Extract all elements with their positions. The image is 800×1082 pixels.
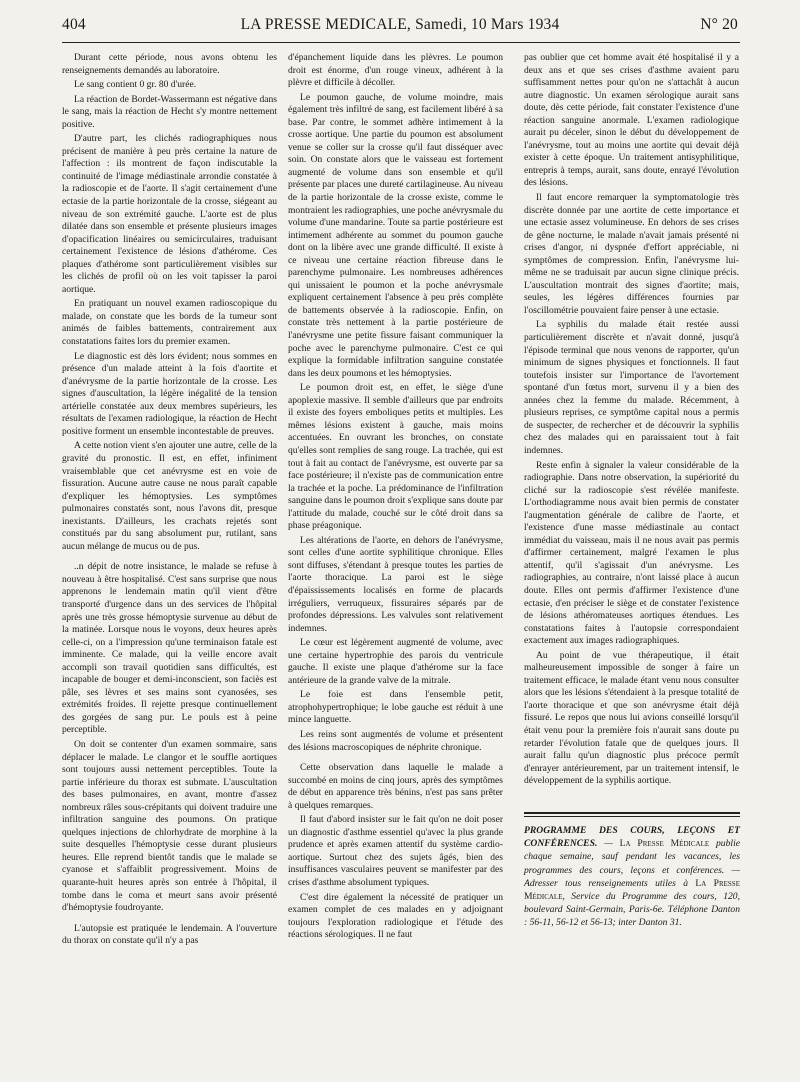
column-2 (288, 52, 503, 1064)
column-3 (524, 52, 739, 812)
paragraph: d'épanchement liquide dans les plèvres. Le poumon droit est énorme, d'un rouge vineux, adhérent à la plèvre et difficile à décoller. (288, 52, 503, 89)
notice-rule-thin (524, 816, 740, 817)
paragraph: Reste enfin à signaler la valeur considérable de la radiographie. Dans notre observation, la supériorité du cliché sur la radioscopie s'est révélée manifeste. L'orthodiagramme nous avait bien permis de constater l'augmentation générale de calibre de l'aorte, et l'existence d'une masse médiastinale au contact immédiat du vaisseau, mais il ne nous avait pas permis d'affirmer certainement, malgré l'examen le plus attentif, qu'il s'agissait d'un anévrysme. Les radiographies, au contraire, n'ont laissé place à aucun doute. Elles ont permis d'affirmer l'existence d'une ectasie, d'en préciser le siège et de constater l'existence de lésions athéromateuses aortiques étendues. Les constatations faites à l'autopsie correspondaient exactement aux images radiographiques. (524, 459, 739, 647)
issue-number: N° 20 (700, 16, 738, 33)
paragraph: Le diagnostic est dès lors évident; nous sommes en présence d'un malade atteint à la fois d'aortite et d'anévrysme de la partie horizontale de la crosse. Les signes d'auscultation, la légère inégalité de la tension artérielle constatée aux deux membres supérieurs, les résultats de l'examen radiologique, la réaction de Hecht positive forment un ensemble incontestable de preuves. (62, 350, 277, 437)
paragraph: L'autopsie est pratiquée le lendemain. A l'ouverture du thorax on constate qu'il n'y a pas (62, 922, 277, 947)
paragraph: Le poumon droit est, en effet, le siège d'une apoplexie massive. Il semble d'ailleurs que par endroits il existe des foyers emboliques petits et multiples. Les mêmes lésions existent à gauche, mais moins accentuées. En ouvrant les bronches, on constate qu'elles sont remplies de sang rouge. La trachée, qui est tout à fait au contact de l'anévrysme, est ouverte par sa face postérieure; il n'existe pas de communication entre la trachée et la poche. La prédominance de l'infiltration sanguine dans le poumon droit s'explique sans doute par l'attitude du malade, couché sur le côté droit dans sa phase préagonique. (288, 382, 503, 532)
paragraph: Les reins sont augmentés de volume et présentent des lésions macroscopiques de néphrite chronique. (288, 728, 503, 753)
paragraph: On doit se contenter d'un examen sommaire, sans déplacer le malade. Le clangor et le souffle aortiques sont toujours aussi nettement perceptibles. Toute la partie inférieure du thorax est submate. L'auscultation des bases pulmonaires, en avant, montre d'assez nombreux râles sous-crépitants qui doivent traduire une infiltration sanguine des poumons. On pratique quelques injections de chlorhydrate de morphine à la suite desquelles l'hémoptysie cesse durant plusieurs heures. Elle reprend bientôt tandis que le malade se cyanose et s'affaiblit progressivement. Moins de quarante-huit heures après son entrée à l'hôpital, il tombe dans le coma et meurt sans avoir présenté d'hémoptysie foudroyante. (62, 738, 277, 914)
paragraph: Durant cette période, nous avons obtenu les renseignements demandés au laboratoire. (62, 52, 277, 76)
paragraph: Au point de vue thérapeutique, il était malheureusement impossible de songer à faire un traitement efficace, le malade étant venu nous consulter alors que les lésions s'étendaient à la presque totalité de l'aorte thoracique et que son anévrysme était déjà fissuré. Le repos que nous lui avions conseillé lorsqu'il était venu pour la première fois n'aurait sans doute pu retarder l'évolution fatale que de quelques jours. Il aurait fallu qu'un diagnostic plus précoce permît d'enrayer antérieurement, par un traitement intensif, le développement de la syphilis aortique. (524, 649, 739, 787)
header-rule (62, 42, 740, 43)
journal-title: LA PRESSE MEDICALE, Samedi, 10 Mars 1934 (240, 16, 560, 33)
page-number: 404 (62, 16, 86, 33)
paragraph: Le cœur est légèrement augmenté de volume, avec une certaine hypertrophie des parois du ventricule gauche. Il existe une plaque d'athérome sur la face antérieure de la grande valve de la mitrale. (288, 637, 503, 686)
paragraph: D'autre part, les clichés radiographiques nous précisent de manière à peu près certaine la nature de l'affection : ils montrent de façon indiscutable la continuité de l'image médiastinale arrondie constatée à la radioscopie et de l'aorte. Il s'agit certainement d'une ectasie de la partie horizontale de la crosse, siégeant au niveau de son extrémité gauche. L'aorte est de plus dilatée dans son ensemble et présente plusieurs images d'opacification linéaires ou semicirculaires, traduisant certainement l'existence de lésions d'athérome. Ces plaques d'athérome sont particulièrement visibles sur les clichés de profil où on les voit tapisser la paroi aortique. (62, 133, 277, 295)
course-programme-notice: PROGRAMME DES COURS, LEÇONS ET CONFÉRENCES. — La Presse Médicale publie chaque semaine, sauf pendant les vacances, les programmes des cours, leçons et conférences. — Adresser tous renseignements utiles à La Presse Médicale, Service du Programme des cours, 120, boulevard Saint-Germain, Paris-6e. Téléphone Danton : 56-11, 56-12 et 56-13; inter Danton 31. (524, 825, 740, 929)
paragraph: Le sang contient 0 gr. 80 d'urée. (74, 79, 197, 91)
paragraph: La réaction de Bordet-Wassermann est négative dans le sang, mais la réaction de Hecht s'y montre nettement positive. (62, 93, 277, 130)
notice-heading: PROGRAMME DES COURS, LEÇONS ET CONFÉRENCES. (524, 825, 740, 850)
paragraph: La syphilis du malade était restée aussi particulièrement discrète et n'avait donné, jusqu'à l'épisode terminal que nous venons de rapporter, qu'un minimum de signes physiques et fonctionnels. Il faut toutefois insister sur l'importance de l'avortement spontané d'un fœtus mort, survenu il y a bien des années chez la femme du malade. Récemment, à plusieurs reprises, ce symptôme capital nous a permis de suspecter, de rechercher et de découvrir la syphilis chez des malades qui en paraissaient tout à fait indemnes. (524, 319, 739, 456)
notice-text: , Service du Programme des cours, 120, boulevard Saint-Germain, Paris-6e. Téléphone Danton : 56-11, 56-12 et 56-13; inter Danton 31. (524, 891, 740, 929)
notice-text: publie chaque semaine, sauf pendant les vacances, les programmes des cours, leçons et conférences. — Adresser tous renseignements utiles à (524, 838, 740, 889)
notice-rule-thick (524, 812, 740, 814)
paragraph: Le foie est dans l'ensemble petit, atrophohypertrophique; le lobe gauche est réduit à une mince languette. (288, 689, 503, 726)
paragraph: Les altérations de l'aorte, en dehors de l'anévrysme, sont celles d'une aortite syphilitique chronique. Elles sont diffuses, s'étendant à presque toutes les parties de l'aorte thoracique. La paroi est le siège d'épaississements localisés en forme de placards irréguliers, verruqueux, fissuraires séparés par de profondes dépressions. Les valvules sont relativement indemnes. (288, 534, 503, 634)
journal-name: La Presse Médicale (524, 877, 740, 903)
paragraph: Il faut d'abord insister sur le fait qu'on ne doit poser un diagnostic d'asthme essentiel qu'avec la plus grande prudence et après examen attentif du système cardio-aortique. Surtout chez des sujets âgés, bien des insuffisances vasculaires peuvent se manifester par des crises d'asthme absolument typiques. (288, 814, 503, 888)
paragraph: pas oublier que cet homme avait été hospitalisé il y a deux ans et que ses crises d'asthme avaient paru suffisamment nettes pour qu'on ne s'attachât à aucun autre diagnostic. Un examen sérologique aurait sans doute, dès cette période, fait constater l'existence d'une réaction sanguine anormale. L'examen radiologique aurait pu déceler, sinon le début du développement de l'anévrysme, tout au moins une aortite qui devait déjà exister à cette époque. Un traitement antisyphilitique, entrepris à temps, aurait, sans doute, enrayé l'évolution des lésions. (524, 52, 739, 189)
paragraph: Cette observation dans laquelle le malade a succombé en moins de cinq jours, après des symptômes de début en apparence très bénins, n'est pas sans prêter à quelques remarques. (288, 762, 503, 811)
column-1 (62, 52, 277, 1064)
paragraph: En pratiquant un nouvel examen radioscopique du malade, on constate que les bords de la tumeur sont animés de faibles battements, contrairement aux constatations faites lors du premier examen. (62, 298, 277, 348)
paragraph: A cette notion vient s'en ajouter une autre, celle de la gravité du pronostic. Il est, en effet, infiniment vraisemblable que cet anévrysme est en voie de fissuration. Aucune autre cause ne nous paraît capable d'expliquer les hémoptysies. Les symptômes pulmonaires constatés sont, nous l'avons dit, presque inexistants. D'ailleurs, les crachats rejetés sont constitués par du sang absolument pur, rutilant, sans aucun mélange de mucus ou de pus. (62, 440, 277, 552)
journal-name: La Presse Médicale (619, 838, 710, 850)
paragraph: Il faut encore remarquer la symptomatologie très discrète donnée par une aortite de cette importance et une ectasie assez volumineuse. En dehors de ses crises de gêne nocturne, le malade n'avait jamais présenté ni crises d'angor, ni dyspnée d'effort appréciable, ni symptômes de compression. Enfin, l'anévrysme lui-même ne se traduisait par aucun signe clinique précis. L'auscultation montrait des signes d'aortite; mais, seules, les légères différences fournies par l'oscillométrie pouvaient faire penser à une ectasie. (524, 192, 739, 316)
page-header (62, 16, 738, 38)
paragraph: ..n dépit de notre insistance, le malade se refuse à nouveau à être hospitalisé. C'est sans surprise que nous apprenons le lendemain matin qu'il vient d'être transporté d'urgence dans un des services de l'hôpital après une très grosse hémoptysie survenue au début de la matinée. Lorsque nous le voyons, deux heures après celle-ci, on a l'impression qu'une terminaison fatale est imminente. Ce malade, qui la veille encore avait accompli son travail quotidien sans difficultés, est incapable de bouger et demi-inconscient, son faciès est pâle, ses lèvres et ses mains sont cyanosées, ses extrémités froides. Il rejette presque continuellement des gorgées de sang pur. Le pouls est à peine perceptible. (62, 561, 277, 736)
paragraph: C'est dire également la nécessité de pratiquer un examen complet de ces malades en y adjoignant toujours l'exploration radiologique et l'étude des réactions sérologiques. Il ne faut (288, 891, 503, 941)
paragraph: Le poumon gauche, de volume moindre, mais également très infiltré de sang, est facilement libéré à sa base. Par contre, le sommet adhère intimement à la crosse aortique. Une partie du poumon est absolument venue se coller sur la crosse qu'il faut disséquer avec soin. On constate alors que le vaisseau est fortement augmenté de volume dans son ensemble et qu'il présente par places une dureté cartilagineuse. Au niveau de la partie horizontale de la crosse existe, comme le montraient les radiographies, une poche anévrysmale du volume d'une mandarine. Toute sa partie postérieure est intimement adhérente au sommet du poumon gauche dont on la libère avec une grande difficulté. Il existe à ce niveau une certaine réaction fibreuse dans le parenchyme pulmonaire. Les nombreuses adhérences qui unissaient le poumon et la poche anévrysmale expliquent certainement l'absence à peu près complète de battements observée à la radioscopie. Enfin, on constate très nettement à la partie postérieure de l'anévrysme une petite fissure faisant communiquer la poche avec le parenchyme pulmonaire. C'est ce qui explique la formidable infiltration sanguine constatée dans les deux poumons et les hémoptysies. (288, 91, 503, 379)
